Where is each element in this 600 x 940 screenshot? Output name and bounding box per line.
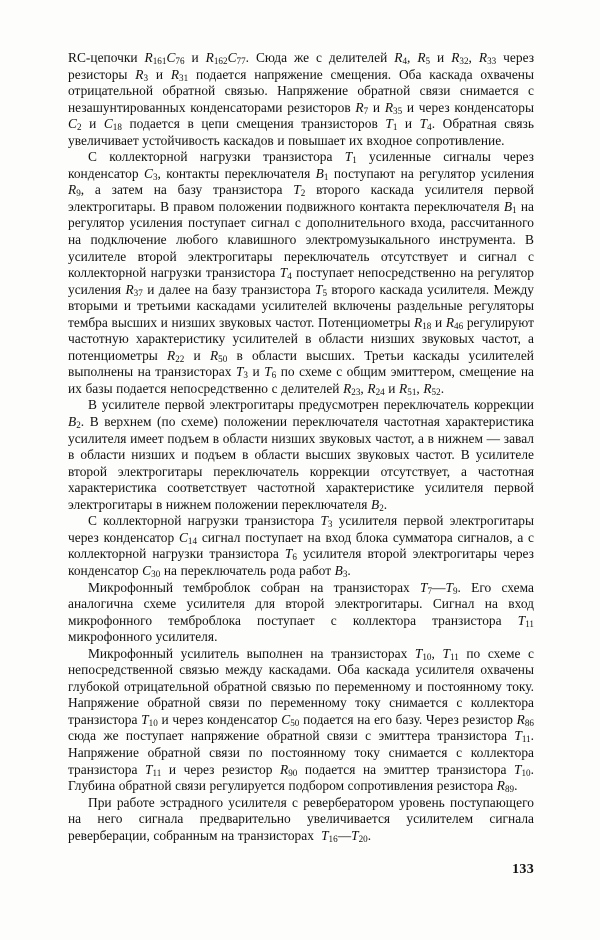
page-text-block <box>68 50 534 844</box>
paragraph: Микрофонный темброблок собран на транзисторах $T_7—T_9$. Его схема аналогична схеме усилителя для второй электрогитары. Сигнал на вход микрофонного темброблока поступает с коллектора транзистора $T_{11}$ микрофонного усилителя. <box>68 579 535 645</box>
paragraph: RC-цепочки $R_{161}C_{76}$ и $R_{162}C_{77}$. Сюда же с делителей $R_4$, $R_5$ и $R_{32}$, $R_{33}$ через резисторы $R_3$ и $R_{31}$ подается напряжение смещения. Оба каскада охвачены отрицательной обратной связью. Напряжение обратной связи снимается с незашунтированных конденсаторами резисторов $R_7$ и $R_{35}$ и через конденсаторы $C_2$ и $C_{18}$ подается в цепи смещения транзисторов $T_1$ и $T_4$. Обратная связь увеличивает устойчивость каскадов и повышает их входное сопротивление. <box>68 50 535 148</box>
paragraph: С коллекторной нагрузки транзистора $T_1$ усиленные сигналы через конденсатор $C_3$, контакты переключателя $B_1$ поступают на регулятор усиления $R_9$, а затем на базу транзистора $T_2$ второго каскада усилителя первой электрогитары. В правом положении подвижного контакта переключателя $B_1$ на регулятор усиления поступает сигнал с дополнительного входа, рассчитанного на подключение любого клавишного электромузыкального инструмента. В усилителе второй электрогитары переключатель отсутствует и сигнал с коллекторной нагрузки транзистора $T_4$ поступает непосредственно на регулятор усиления $R_{37}$ и далее на базу транзистора $T_5$ второго каскада усилителя. Между вторыми и третьими каскадами усилителей включены раздельные регуляторы тембра высших и низших звуковых частот. Потенциометры $R_{18}$ и $R_{46}$ регулируют частотную характеристику усилителей в области низших звуковых частот, а потенциометры $R_{22}$ и $R_{50}$ в области высших. Третьи каскады усилителей выполнены на транзисторах $T_3$ и $T_6$ по схеме с общим эмиттером, смещение на их базы подается непосредственно с делителей $R_{23}$, $R_{24}$ и $R_{51}$, $R_{52}$. <box>68 149 535 397</box>
page-number: 133 <box>512 862 534 877</box>
paragraph: При работе эстрадного усилителя с ревербератором уровень поступающего на него сигнала предварительно увеличивается усилителем сигнала реверберации, собранным на транзисторах $T_{16}—T_{20}$. <box>68 794 534 844</box>
paragraph: В усилителе первой электрогитары предусмотрен переключатель коррекции $B_2$. В верхнем (по схеме) положении переключателя частотная характеристика усилителя имеет подъем в области низших звуковых частот, а в нижнем — завал в области низших и подъем в области высших звуковых частот. В усилителе второй электрогитары переключатель коррекции отсутствует, а частотная характеристика соответствует частотной характеристике усилителя первой электрогитары в нижнем положении переключателя $B_2$. <box>68 397 534 513</box>
paragraph: С коллекторной нагрузки транзистора $T_3$ усилителя первой электрогитары через конденсатор $C_{14}$ сигнал поступает на вход блока сумматора сигналов, а с коллекторной нагрузки транзистора $T_6$ усилителя второй электрогитары через конденсатор $C_{30}$ на переключатель рода работ $B_3$. <box>68 513 535 579</box>
paragraph: Микрофонный усилитель выполнен на транзисторах $T_{10}$, $T_{11}$ по схеме с непосредственной связью между каскадами. Оба каскада усилителя охвачены глубокой отрицательной обратной связью по переменному и постоянному току. Напряжение обратной связи по переменному току снимается с коллектора транзистора $T_{10}$ и через конденсатор $C_{50}$ подается на его базу. Через резистор $R_{86}$ сюда же поступает напряжение обратной связи с эмиттера транзистора $T_{11}$. Напряжение обратной связи по постоянному току снимается с коллектора транзистора $T_{11}$ и через резистор $R_{90}$ подается на эмиттер транзистора $T_{10}$. Глубина обратной связи регулируется подбором сопротивления резистора $R_{89}$. <box>68 645 535 795</box>
